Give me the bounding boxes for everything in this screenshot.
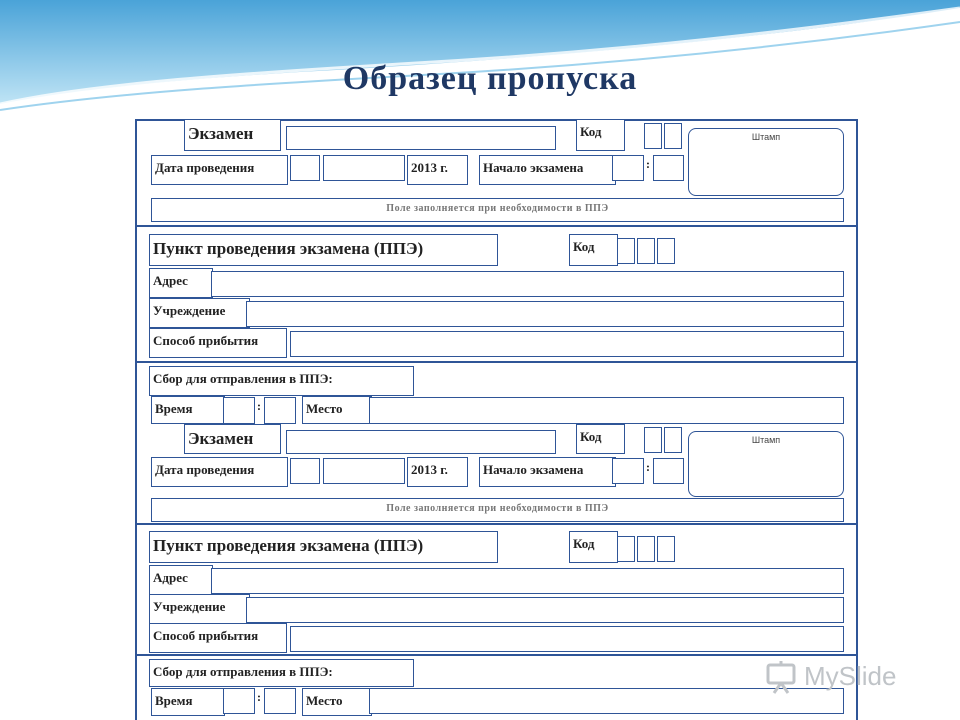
year-label: 2013 г. bbox=[407, 457, 468, 487]
arrival-method-field[interactable] bbox=[290, 626, 844, 652]
exam-code-cell-1[interactable] bbox=[644, 123, 662, 149]
gathering-place-label: Место bbox=[302, 688, 372, 716]
watermark-text: MySlide bbox=[804, 661, 897, 691]
exam-code-cell-2[interactable] bbox=[664, 427, 682, 453]
date-day-cell[interactable] bbox=[290, 155, 320, 181]
start-minutes-cell[interactable] bbox=[653, 155, 684, 181]
gathering-place-field[interactable] bbox=[369, 397, 844, 424]
watermark-logo bbox=[766, 656, 936, 696]
address-label: Адрес bbox=[149, 268, 213, 298]
ppe-code-cell-3[interactable] bbox=[657, 238, 675, 264]
date-month-field[interactable] bbox=[323, 458, 405, 484]
date-day-cell[interactable] bbox=[290, 458, 320, 484]
date-label: Дата проведения bbox=[151, 457, 288, 487]
ppe-code-label: Код bbox=[569, 234, 618, 266]
pass-1-divider-2 bbox=[135, 361, 858, 363]
exam-label: Экзамен bbox=[184, 119, 281, 151]
start-time-label: Начало экзамена bbox=[479, 457, 616, 487]
start-time-label: Начало экзамена bbox=[479, 155, 616, 185]
institution-label: Учреждение bbox=[149, 594, 250, 624]
ppe-code-label: Код bbox=[569, 531, 618, 563]
gathering-place-label: Место bbox=[302, 396, 372, 424]
gathering-label: Сбор для отправления в ППЭ: bbox=[149, 366, 414, 396]
start-time-colon: : bbox=[646, 157, 650, 171]
gathering-minutes-cell[interactable] bbox=[264, 397, 296, 424]
gathering-hours-cell[interactable] bbox=[223, 397, 255, 424]
arrival-method-field[interactable] bbox=[290, 331, 844, 357]
institution-label: Учреждение bbox=[149, 298, 250, 328]
exam-code-cell-2[interactable] bbox=[664, 123, 682, 149]
ppe-code-cell-2[interactable] bbox=[637, 238, 655, 264]
ppe-code-cell-1[interactable] bbox=[617, 238, 635, 264]
gathering-time-label: Время bbox=[151, 396, 225, 424]
exam-label: Экзамен bbox=[184, 424, 281, 454]
year-label: 2013 г. bbox=[407, 155, 468, 185]
ppe-code-cell-2[interactable] bbox=[637, 536, 655, 562]
institution-field[interactable] bbox=[246, 597, 844, 623]
gathering-time-label: Время bbox=[151, 688, 225, 716]
exam-code-label: Код bbox=[576, 119, 625, 151]
ppe-note-field: Поле заполняется при необходимости в ППЭ bbox=[151, 498, 844, 522]
gathering-time-colon: : bbox=[257, 690, 261, 704]
exam-name-field[interactable] bbox=[286, 430, 556, 454]
ppe-title: Пункт проведения экзамена (ППЭ) bbox=[149, 234, 498, 266]
pass-1-divider-1 bbox=[135, 225, 858, 227]
address-label: Адрес bbox=[149, 565, 213, 595]
stamp-box: Штамп bbox=[688, 128, 844, 196]
gathering-label: Сбор для отправления в ППЭ: bbox=[149, 659, 414, 687]
ppe-title: Пункт проведения экзамена (ППЭ) bbox=[149, 531, 498, 563]
ppe-note-field: Поле заполняется при необходимости в ППЭ bbox=[151, 198, 844, 222]
ppe-code-cell-1[interactable] bbox=[617, 536, 635, 562]
gathering-minutes-cell[interactable] bbox=[264, 688, 296, 714]
ppe-code-cell-3[interactable] bbox=[657, 536, 675, 562]
start-time-colon: : bbox=[646, 460, 650, 474]
start-minutes-cell[interactable] bbox=[653, 458, 684, 484]
exam-name-field[interactable] bbox=[286, 126, 556, 150]
address-field[interactable] bbox=[211, 271, 844, 297]
presentation-board-icon bbox=[766, 661, 802, 695]
institution-field[interactable] bbox=[246, 301, 844, 327]
arrival-method-label: Способ прибытия bbox=[149, 328, 287, 358]
gathering-time-colon: : bbox=[257, 399, 261, 413]
page-title: Образец пропуска bbox=[342, 60, 638, 97]
date-month-field[interactable] bbox=[323, 155, 405, 181]
start-hours-cell[interactable] bbox=[612, 155, 644, 181]
pass-2-divider-2 bbox=[135, 654, 858, 656]
stamp-box: Штамп bbox=[688, 431, 844, 497]
gathering-hours-cell[interactable] bbox=[223, 688, 255, 714]
address-field[interactable] bbox=[211, 568, 844, 594]
exam-code-cell-1[interactable] bbox=[644, 427, 662, 453]
arrival-method-label: Способ прибытия bbox=[149, 623, 287, 653]
pass-2-divider-1 bbox=[135, 523, 858, 525]
date-label: Дата проведения bbox=[151, 155, 288, 185]
start-hours-cell[interactable] bbox=[612, 458, 644, 484]
exam-code-label: Код bbox=[576, 424, 625, 454]
